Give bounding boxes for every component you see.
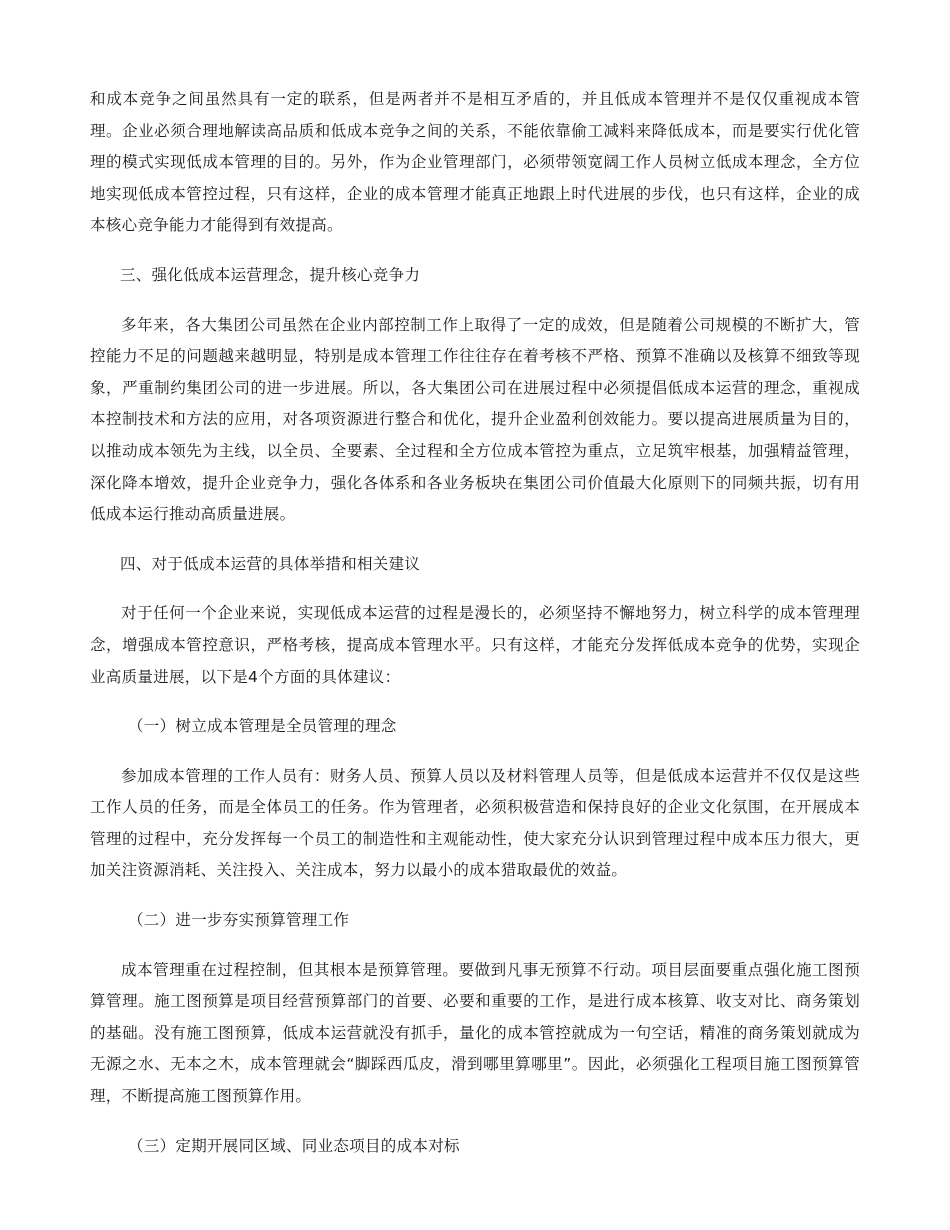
paragraph-section-3: 多年来，各大集团公司虽然在企业内部控制工作上取得了一定的成效，但是随着公司规模的不断扩大，管控能力不足的问题越来越明显，特别是成本管理工作往往存在着考核不严格、预算不准确以及核算不细致等现象，严重制约集团公司的进一步进展。所以，各大集团公司在进展过程中必须提倡低成本运营的理念，重视成本控制技术和方法的应用，对各项资源进行整合和优化，提升企业盈利创效能力。要以提高进展质量为目的，以推动成本领先为主线，以全员、全要素、全过程和全方位成本管控为重点，立足筑牢根基，加强精益管理，深化降本增效，提升企业竞争力，强化各体系和各业务板块在集团公司价值最大化原则下的同频共振，切有用低成本运行推动高质量进展。 <box>90 315 860 524</box>
paragraph-subsection-2: 成本管理重在过程控制，但其根本是预算管理。要做到凡事无预算不行动。项目层面要重点强化施工图预算管理。施工图预算是项目经营预算部门的首要、必要和重要的工作，是进行成本核算、收支对比、商务策划的基础。没有施工图预算，低成本运营就没有抓手，量化的成本管控就成为一句空话，精准的商务策划就成为无源之水、无本之木，成本管理就会“脚踩西瓜皮，滑到哪里算哪里”。因此，必须强化工程项目施工图预算管理，不断提高施工图预算作用。 <box>90 960 860 1106</box>
section-heading-4: 四、对于低成本运营的具体举措和相关建议 <box>120 554 421 573</box>
document-page <box>90 84 860 1162</box>
paragraph-continuation: 和成本竞争之间虽然具有一定的联系，但是两者并不是相互矛盾的，并且低成本管理并不是仅仅重视成本管理。企业必须合理地解读高品质和低成本竞争之间的关系，不能依靠偷工减料来降低成本，而是要实行优化管理的模式实现低成本管理的目的。另外，作为企业管理部门，必须带领宽阔工作人员树立低成本理念，全方位地实现低成本管控过程，只有这样，企业的成本管理才能真正地跟上时代进展的步伐，也只有这样，企业的成本核心竞争能力才能得到有效提高。 <box>90 90 860 235</box>
subsection-heading-2: （二）进一步夯实预算管理工作 <box>128 911 350 930</box>
paragraph-subsection-1: 参加成本管理的工作人员有：财务人员、预算人员以及材料管理人员等，但是低成本运营并不仅仅是这些工作人员的任务，而是全体员工的任务。作为管理者，必须积极营造和保持良好的企业文化氛围，在开展成本管理的过程中，充分发挥每一个员工的制造性和主观能动性，使大家充分认识到管理过程中成本压力很大，更加关注资源消耗、关注投入、关注成本，努力以最小的成本猎取最优的效益。 <box>90 766 860 880</box>
paragraph-section-4: 对于任何一个企业来说，实现低成本运营的过程是漫长的，必须坚持不懈地努力，树立科学的成本管理理念，增强成本管控意识，严格考核，提高成本管理水平。只有这样，才能充分发挥低成本竞争的优势，实现企业高质量进展，以下是4个方面的具体建议： <box>90 604 860 686</box>
subsection-heading-3: （三）定期开展同区域、同业态项目的成本对标 <box>128 1136 460 1155</box>
section-heading-3: 三、强化低成本运营理念，提升核心竞争力 <box>120 265 421 284</box>
subsection-heading-1: （一）树立成本管理是全员管理的理念 <box>128 717 397 736</box>
